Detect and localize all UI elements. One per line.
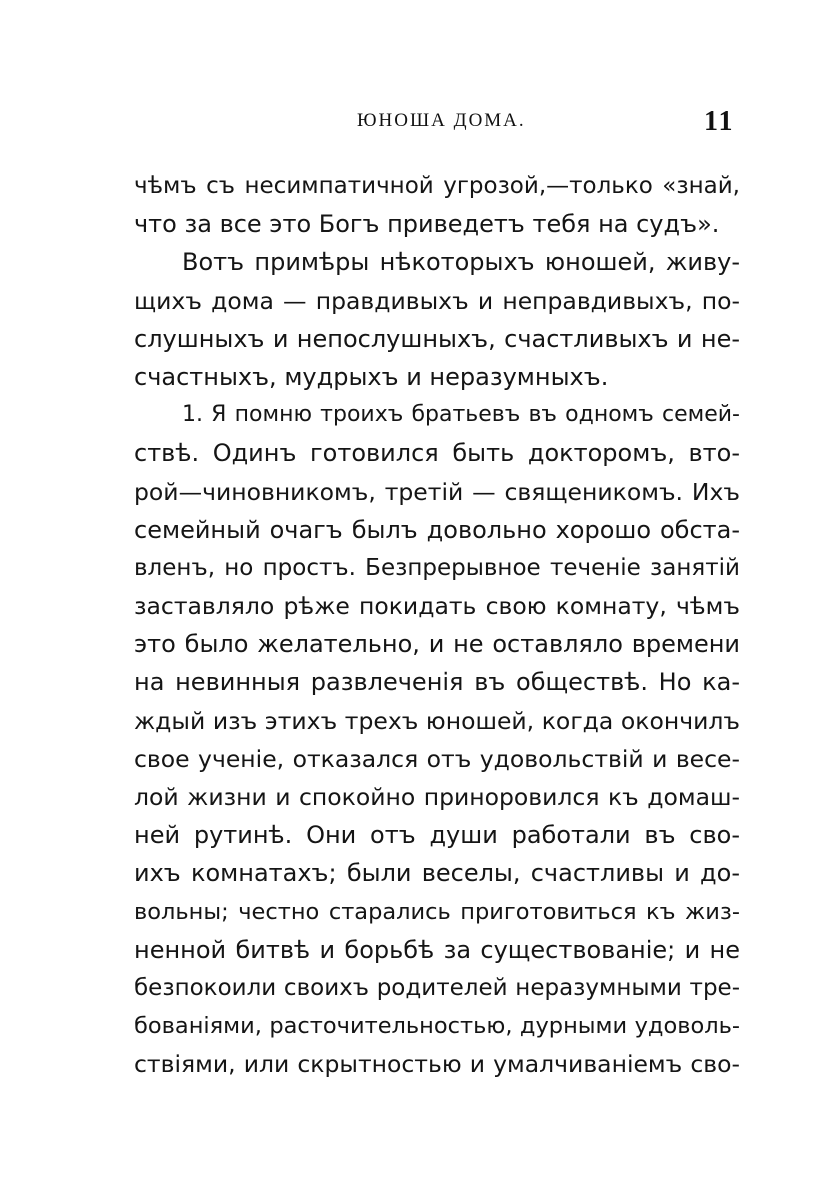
text-line: слушныхъ и непослушныхъ, счастливыхъ и не-	[134, 324, 740, 353]
text-line: щихъ дома — правдивыхъ и неправдивыхъ, по-	[134, 286, 740, 315]
text-line: вленъ, но простъ. Безпрерывное теченіе занятій	[134, 554, 740, 581]
text-line: бованіями, расточительностью, дурными удоволь-	[134, 1013, 740, 1040]
text-line: лой жизни и спокойно приноровился къ домаш-	[134, 783, 740, 811]
page-number: 11	[704, 106, 735, 137]
text-line: заставляло рѣже покидать свою комнату, чѣмъ	[134, 592, 740, 621]
text-line: безпокоили своихъ родителей неразумными тре-	[134, 974, 740, 1001]
body-text	[134, 167, 740, 1084]
text-line: ихъ комнатахъ; были веселы, счастливы и до-	[134, 859, 740, 888]
text-line: свое ученіе, отказался отъ удовольствій и весе-	[134, 744, 740, 773]
text-line: ждый изъ этихъ трехъ юношей, когда окончилъ	[134, 706, 740, 735]
text-line: ненной битвѣ и борьбѣ за существованіе; и не	[134, 935, 740, 964]
running-title: ЮНОША ДОМА.	[357, 110, 526, 131]
paragraph-first-line: 1. Я помню троихъ братьевъ въ одномъ семей-	[182, 402, 740, 428]
text-line: на невинныя развлеченія въ обществѣ. Но ка-	[134, 668, 740, 697]
text-line: рой—чиновникомъ, третій — священикомъ. Ихъ	[134, 477, 740, 506]
text-line: это было желательно, и не оставляло времени	[134, 630, 740, 659]
text-line: счастныхъ, мудрыхъ и неразумныхъ.	[134, 362, 609, 391]
text-line: что за все это Богъ приведетъ тебя на судъ».	[134, 210, 720, 239]
text-line: ствѣ. Одинъ готовился быть докторомъ, вто-	[134, 439, 740, 468]
paragraph-first-line: Вотъ примѣры нѣкоторыхъ юношей, живу-	[182, 248, 740, 277]
text-line: семейный очагъ былъ довольно хорошо обста-	[134, 515, 740, 544]
text-line: вольны; честно старались приготовиться къ жиз-	[134, 898, 740, 925]
text-line: ней рутинѣ. Они отъ души работали въ сво-	[134, 821, 740, 850]
text-line: чѣмъ съ несимпатичной угрозой,—только «знай,	[134, 173, 740, 199]
text-line: ствіями, или скрытностью и умалчиваніемъ сво-	[134, 1050, 740, 1079]
running-head	[0, 106, 840, 140]
